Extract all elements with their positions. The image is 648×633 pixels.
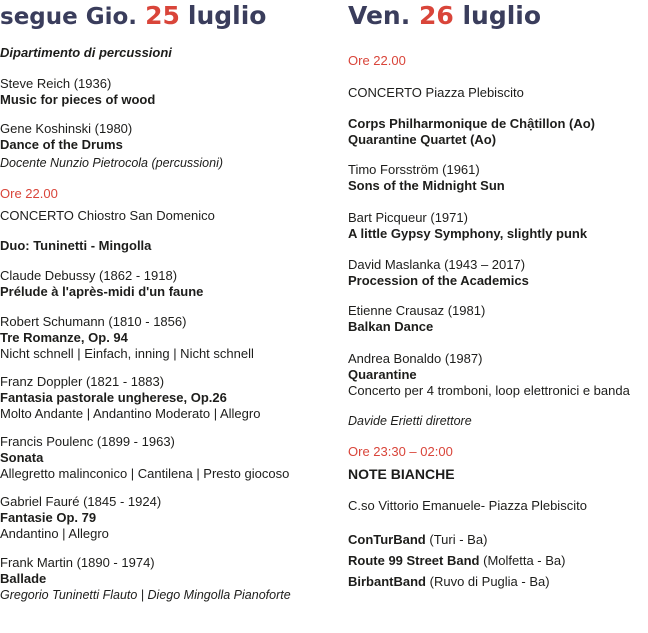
concert-time: Ore 22.00 [348, 53, 406, 68]
composer: Robert Schumann (1810 - 1856) [0, 314, 187, 329]
program-item [348, 210, 587, 242]
list-item [348, 529, 565, 550]
concert-time: Ore 22.00 [0, 186, 58, 201]
work: Tre Romanze, Op. 94 [0, 330, 128, 345]
composer: David Maslanka (1943 – 2017) [348, 257, 526, 272]
day-header-friday [348, 0, 648, 32]
teacher-note: Docente Nunzio Pietrocola (percussioni) [0, 156, 224, 170]
header-prefix: Ven. [348, 1, 411, 30]
band-town: (Ruvo di Puglia - Ba) [429, 574, 550, 589]
composer: Claude Debussy (1862 - 1918) [0, 268, 178, 283]
work: Procession of the Academics [348, 273, 529, 288]
program-item [0, 494, 161, 542]
event-time: Ore 23:30 – 02:00 [348, 444, 453, 459]
work: Dance of the Drums [0, 137, 123, 152]
header-month: luglio [462, 1, 542, 30]
work-detail: Concerto per 4 tromboni, loop elettronici e banda [348, 383, 630, 398]
ensemble-name: Corps Philharmonique de Chậtillon (Ao) [348, 116, 595, 131]
movements: Molto Andante | Andantino Moderato | Allegro [0, 406, 261, 421]
composer: Frank Martin (1890 - 1974) [0, 555, 155, 570]
list-item [348, 550, 565, 571]
movements: Allegretto malinconico | Cantilena | Presto giocoso [0, 466, 290, 481]
header-prefix: segue Gio. [0, 4, 138, 30]
work: Music for pieces of wood [0, 92, 156, 107]
list-item [348, 571, 565, 592]
band-name: BirbantBand [348, 574, 426, 589]
program-item [348, 162, 505, 194]
composer: Timo Forsström (1961) [348, 162, 480, 177]
program-item [0, 121, 132, 153]
band-town: (Molfetta - Ba) [483, 553, 566, 568]
work: Sonata [0, 450, 44, 465]
composer: Gabriel Fauré (1845 - 1924) [0, 494, 162, 509]
ensemble-name: Quarantine Quartet (Ao) [348, 132, 497, 147]
program-item [348, 303, 485, 335]
left-column [0, 0, 340, 602]
concert-venue: CONCERTO Piazza Plebiscito [348, 85, 524, 100]
composer: Steve Reich (1936) [0, 76, 112, 91]
ensembles [348, 116, 595, 148]
work: A little Gypsy Symphony, slightly punk [348, 226, 588, 241]
program-item [0, 374, 260, 422]
band-list [348, 529, 565, 592]
band-name: ConTurBand [348, 532, 426, 547]
header-day: 25 [145, 1, 180, 30]
program-item [0, 555, 291, 603]
composer: Etienne Crausaz (1981) [348, 303, 486, 318]
right-column [348, 0, 648, 589]
work: Fantasie Op. 79 [0, 510, 97, 525]
composer: Bart Picqueur (1971) [348, 210, 468, 225]
program-item [348, 351, 630, 399]
day-header-thursday [0, 0, 340, 33]
composer: Franz Doppler (1821 - 1883) [0, 374, 165, 389]
event-title: NOTE BIANCHE [348, 466, 455, 482]
header-month: luglio [187, 1, 267, 30]
header-day: 26 [418, 1, 454, 30]
work: Fantasia pastorale ungherese, Op.26 [0, 390, 227, 405]
program-item [0, 76, 155, 108]
work: Prélude à l'après-midi d'un faune [0, 284, 204, 299]
band-name: Route 99 Street Band [348, 553, 480, 568]
movements: Andantino | Allegro [0, 526, 109, 541]
department-title: Dipartimento di percussioni [0, 45, 172, 60]
composer: Gene Koshinski (1980) [0, 121, 133, 136]
composer: Andrea Bonaldo (1987) [348, 351, 483, 366]
program-item [0, 268, 203, 300]
work: Balkan Dance [348, 319, 434, 334]
movements: Nicht schnell | Einfach, inning | Nicht schnell [0, 346, 254, 361]
concert-venue: CONCERTO Chiostro San Domenico [0, 208, 215, 223]
duo-title: Duo: Tuninetti - Mingolla [0, 238, 152, 253]
performers: Gregorio Tuninetti Flauto | Diego Mingolla Pianoforte [0, 588, 291, 602]
director-note: Davide Erietti direttore [348, 414, 472, 428]
work: Ballade [0, 571, 47, 586]
work: Quarantine [348, 367, 417, 382]
band-town: (Turi - Ba) [429, 532, 488, 547]
program-item [0, 314, 254, 362]
program-item [348, 257, 529, 289]
work: Sons of the Midnight Sun [348, 178, 505, 193]
program-item [0, 434, 289, 482]
event-route: C.so Vittorio Emanuele- Piazza Plebiscito [348, 498, 587, 513]
composer: Francis Poulenc (1899 - 1963) [0, 434, 175, 449]
